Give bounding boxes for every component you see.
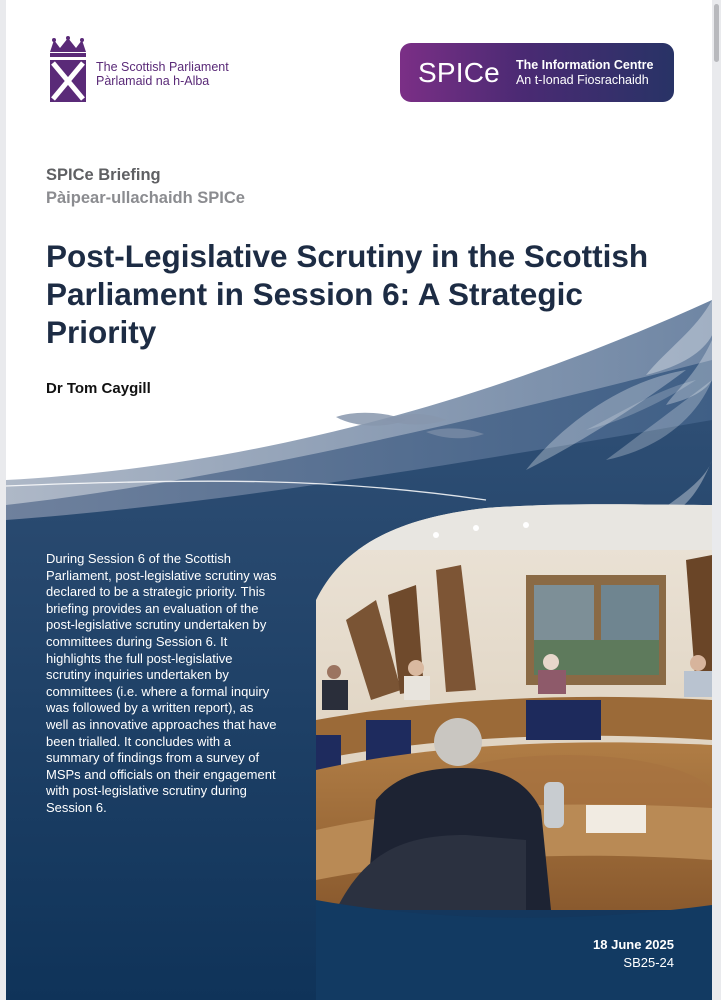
author: Dr Tom Caygill — [46, 380, 151, 397]
page-title: Post-Legislative Scrutiny in the Scottish Parliament in Session 6: A Strategic Priority — [46, 238, 649, 350]
spice-badge — [400, 43, 674, 102]
crown-saltire-icon — [46, 36, 90, 106]
spice-title: SPICe — [418, 56, 500, 88]
publication-date: 18 June 2025 — [593, 937, 674, 952]
spice-subtitle-en: The Information Centre — [515, 57, 654, 72]
summary-text: During Session 6 of the Scottish Parliament, post-legislative scrutiny was declared to be a strategic priority. This briefing provides an evaluation of the post-legislative scrutiny undertaken by committees during Session 6. It highlights the full post-legislative scrutiny inquiries undertaken by committees (i.e. where a formal inquiry was followed by a written report), as well as innovative approaches that have been trialled. It concludes with a summary of findings from a survey of MSPs and officials on their engagement with post-legislative scrutiny during Session 6. — [46, 551, 277, 815]
reference-code: SB25-24 — [623, 955, 674, 970]
document-page — [6, 0, 712, 1000]
spice-subtitle-gd: An t-Ionad Fiosrachaidh — [515, 72, 649, 87]
scottish-parliament-logo — [46, 36, 229, 106]
briefing-label: SPICe Briefing — [46, 166, 161, 184]
logo-name-en: The Scottish Parliament — [96, 60, 229, 74]
committee-room-photo — [6, 0, 712, 1000]
logo-name-gd: Pàrlamaid na h-Alba — [96, 74, 210, 88]
briefing-label-gaelic: Pàipear-ullachaidh SPICe — [46, 189, 245, 207]
scrollbar[interactable] — [714, 4, 719, 62]
